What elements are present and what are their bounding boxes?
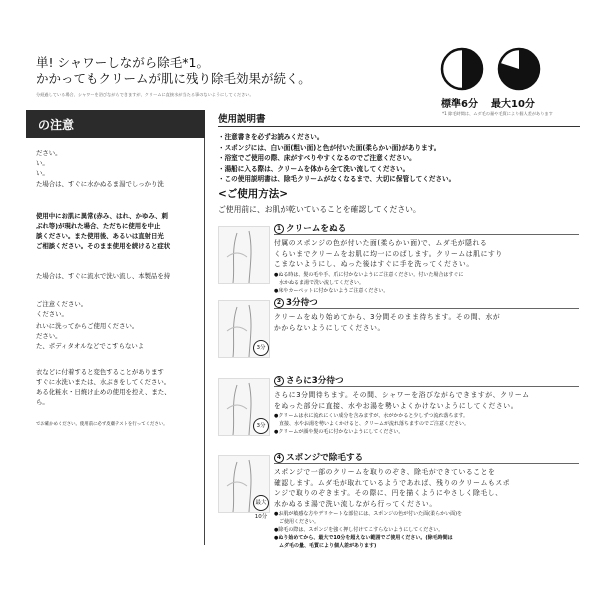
step-note-line: 水かぬるま湯で洗い流してください。 xyxy=(274,279,365,286)
caution-line: ださい。 xyxy=(36,332,62,340)
caution-line: い。 xyxy=(36,169,49,177)
step-title-text: スポンジで除毛する xyxy=(286,453,364,463)
caution-line: ご注意ください。 xyxy=(36,300,88,308)
caution-line: た場合は、すぐに流水で洗い流し、本製品を持 xyxy=(36,272,171,280)
caution-line: ら。 xyxy=(36,398,49,406)
step-note-line: ●クリームが顔や髪の毛に付かないようにしてください。 xyxy=(274,429,404,435)
step-title xyxy=(274,451,363,463)
step-body-line: 確認します。ムダ毛が取れているようであれば、残りのクリームもスポ xyxy=(274,478,511,487)
manual-bullet: ・スポンジには、白い面(粗い面)と色が付いた面(柔らかい面)があります。 xyxy=(218,143,441,152)
step-note-line: ●お肌が敏感な方やデリケートな部位には、スポンジの色が付いた面(柔らかい面)を xyxy=(274,511,463,517)
step-body-line: 水かぬるま湯で洗い流しながら行ってください。 xyxy=(274,499,437,508)
method-subtitle: ご使用前に、お肌が乾いていることを確認してください。 xyxy=(218,205,421,214)
step-rule xyxy=(274,386,579,387)
step-illustration xyxy=(218,226,270,284)
caution-line: ください。 xyxy=(36,310,68,318)
timer-max-label: 最大10分 xyxy=(491,99,535,110)
caution-line: ぶれ等)が現れた場合、ただちに使用を中止 xyxy=(36,222,161,230)
step-body-line: クリームをぬり始めてから、3分間そのまま待ちます。その間、水が xyxy=(274,313,501,321)
caution-line: れいに洗ってからご使用ください。 xyxy=(36,322,139,330)
caution-panel-header xyxy=(26,110,205,138)
caution-line: 談ください。また使用後、あるいは直射日光 xyxy=(36,232,164,240)
manual-bullet: ・湯船に入る際は、クリームを体から全て洗い流してください。 xyxy=(218,164,410,173)
caution-line: ださい。 xyxy=(36,149,62,157)
step-note-line: ご使用ください。 xyxy=(274,519,320,525)
step-body-line: スポンジで一部のクリームを取りのぞき、除毛ができていることを xyxy=(274,468,496,476)
step-number: 2 xyxy=(274,298,284,308)
caution-line: ご相談ください。そのまま使用を続けると症状 xyxy=(36,242,171,250)
caution-line: た、ボディタオルなどでこすらないよ xyxy=(36,342,145,350)
caution-line: 衣などに付着すると変色することがあります xyxy=(36,368,164,376)
step-note-line: ●ぬる時は、髪の毛や手、爪に付かないようにご注意ください。付いた場合はすぐに xyxy=(274,271,464,278)
caution-line: い。 xyxy=(36,159,49,167)
step-note-line: ●床やカーペットに付かないようご注意ください。 xyxy=(274,287,389,294)
timer-standard-label: 標準6分 xyxy=(441,99,478,110)
step-title xyxy=(274,374,344,386)
step-rule xyxy=(274,234,579,235)
step-number: 1 xyxy=(274,224,284,234)
step-body-line: ンジで取りのぞきます。その際に、円を描くようにやさしく除毛し、 xyxy=(274,489,503,497)
manual-bullet: ・この使用説明書は、除毛クリームがなくなるまで、大切に保管してください。 xyxy=(218,175,456,183)
caution-panel-title: の注意 xyxy=(38,118,75,132)
manual-bullet: ・浴室でご使用の際、床がすべりやすくなるのでご注意ください。 xyxy=(218,154,416,162)
step-time-badge: 3分 xyxy=(253,340,269,356)
caution-line: すぐに水洗いまたは、水ぶきをしてください。 xyxy=(36,378,171,386)
step-note-line: 直接、水やお湯を勢いよくかけると、クリームが流れ落ちますのでご注意ください。 xyxy=(274,421,470,427)
step-title xyxy=(274,296,318,308)
step-note-line: ムダ毛の量、毛質により個人差があります) xyxy=(274,543,377,549)
caution-line: 使用中にお肌に異常(赤み、はれ、かゆみ、刺 xyxy=(36,212,168,220)
step-number: 4 xyxy=(274,453,284,463)
step-title xyxy=(274,222,346,234)
header-line-1: 単! シャワーしながら除毛*1。 xyxy=(36,55,209,70)
step-note-line: ●クリームは水に流れにくい成分を含みますが、水がかかると少しずつ流れ落ちます。 xyxy=(274,413,468,419)
step-body-line: さらに3分間待ちます。その間、シャワーを浴びながらできますが、クリーム xyxy=(274,391,530,399)
step-time-badge: 最大10分 xyxy=(253,495,269,511)
timer-standard-icon xyxy=(440,47,484,91)
step-body-line: 付属のスポンジの色が付いた面(柔らかい面)で、ムダ毛が隠れる xyxy=(274,239,488,247)
step-body-line: くらいまでクリームをお肌に均一にのばします。クリームは肌にすり xyxy=(274,249,503,258)
header-line-2: かかってもクリームが肌に残り除毛効果が続く。 xyxy=(36,71,311,86)
method-title: <ご使用方法> xyxy=(218,188,289,200)
caution-line: でお確かめください。使用前に必ず皮膚テストを行ってください。 xyxy=(36,422,168,427)
manual-bullet: ・注意書きを必ずお読みください。 xyxy=(218,133,324,141)
step-rule xyxy=(274,308,579,309)
manual-title: 使用説明書 xyxy=(218,114,266,125)
timer-max-icon xyxy=(497,47,541,91)
step-body-line: こまないようにし、ぬった後はすぐに手を洗ってください。 xyxy=(274,260,474,268)
manual-title-rule xyxy=(218,126,580,127)
step-time-badge: 3分 xyxy=(253,418,269,434)
step-body-line: かからないようにしてください。 xyxy=(274,323,385,332)
caution-line: ある化粧水・日焼け止めの使用を控え、また、 xyxy=(36,388,171,396)
step-number: 3 xyxy=(274,376,284,386)
step-title-text: 3分待つ xyxy=(286,298,318,308)
step-body-line: をぬった部分に直接、水やお湯を勢いよくかけないようにしてください。 xyxy=(274,401,519,410)
step-title-text: さらに3分待つ xyxy=(286,376,344,386)
step-note-line: ●ぬり始めてから、最大で10分を超えない範囲でご使用ください。(除毛時間は xyxy=(274,535,453,541)
timer-footnote: *1 除毛時間は、ムダ毛の量や毛質により個人差があります xyxy=(442,111,553,116)
caution-line: た場合は、すぐに水かぬるま湯でしっかり洗 xyxy=(36,180,164,188)
step-note-line: ●除毛の際は、スポンジを強く押し付けてこすらないようにしてください。 xyxy=(274,527,444,533)
leg-illustration-icon xyxy=(219,227,269,283)
step-title-text: クリームをぬる xyxy=(286,224,347,234)
step-rule xyxy=(274,463,579,464)
header-small-note: 分経過している場合、シャワーを浴びながらできますが、クリームに直接水が当たる事のないようにしてください。 xyxy=(36,92,254,97)
